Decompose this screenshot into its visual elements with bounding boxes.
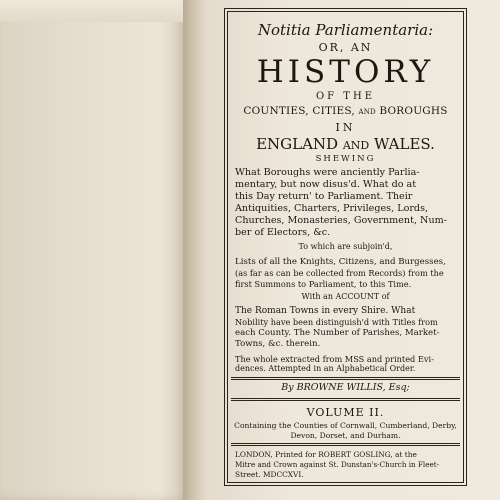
- account-label: With an ACCOUNT of: [301, 292, 390, 301]
- title-history: HISTORY: [256, 54, 435, 90]
- roman-line: The Roman Towns in every Shire. What: [235, 306, 416, 316]
- title-england-wales: ENGLAND and WALES.: [256, 135, 435, 153]
- title-counties: COUNTIES, CITIES, and BOROUGHS: [243, 105, 448, 117]
- shewing-label: SHEWING: [315, 154, 376, 164]
- volume-number: VOLUME II.: [306, 406, 385, 419]
- roman-line: Nobility have been distinguish'd with Titles from: [235, 317, 438, 327]
- lists-line: first Summons to Parliament, to this Time.: [235, 279, 412, 289]
- left-page: [0, 0, 188, 500]
- roman-line: each County. The Number of Parishes, Market-: [235, 328, 440, 338]
- containing-line: Containing the Counties of Cornwall, Cumberland, Derby,: [234, 421, 457, 430]
- title-or-an: OR, AN: [318, 41, 373, 54]
- author-line: By BROWNE WILLIS, Esq;: [281, 382, 410, 393]
- imprint-line: LONDON, Printed for ROBERT GOSLING, at the: [235, 450, 417, 459]
- book-gutter: [183, 0, 205, 500]
- body-line: ber of Electors, &c.: [235, 227, 331, 238]
- containing-line: Devon, Dorset, and Durham.: [290, 431, 401, 440]
- title-page-frame: [224, 8, 467, 486]
- imprint-line: Street. MDCCXVI.: [235, 470, 304, 479]
- body-line: mentary, but now disus'd. What do at: [235, 179, 417, 190]
- body-line: Churches, Monasteries, Government, Num-: [235, 215, 447, 226]
- lists-line: Lists of all the Knights, Citizens, and Burgesses,: [235, 257, 446, 267]
- rule-divider: [231, 377, 460, 380]
- title-latin: Notitia Parliamentaria:: [257, 21, 434, 39]
- imprint-line: Mitre and Crown against St. Dunstan's-Church in Fleet-: [235, 460, 440, 469]
- whole-line: dences. Attempted in an Alphabetical Order.: [235, 364, 416, 373]
- body-line: Antiquities, Charters, Privileges, Lords,: [235, 203, 429, 214]
- body-line: this Day return' to Parliament. Their: [235, 191, 413, 202]
- subjoined-label: To which are subjoin'd,: [298, 242, 393, 251]
- body-line: What Boroughs were anciently Parlia-: [235, 167, 420, 178]
- rule-divider: [231, 398, 460, 401]
- title-in: IN: [335, 121, 356, 134]
- title-of-the: OF THE: [315, 91, 375, 102]
- lists-line: (as far as can be collected from Records) from the: [235, 268, 444, 278]
- rule-divider: [231, 443, 460, 446]
- roman-line: Towns, &c. therein.: [235, 339, 321, 349]
- whole-line: The whole extracted from MSS and printed Evi-: [235, 354, 434, 364]
